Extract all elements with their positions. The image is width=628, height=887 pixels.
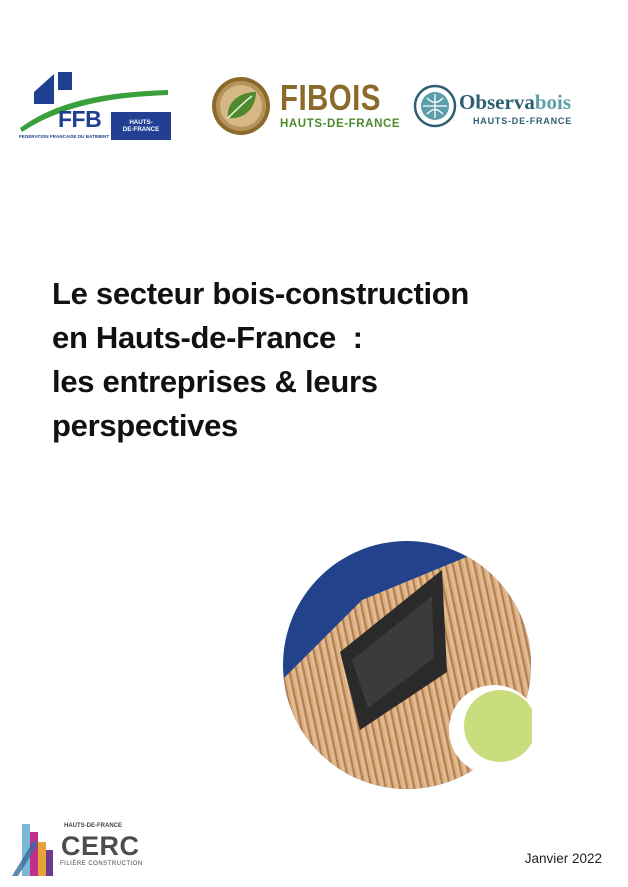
leaf-icon xyxy=(210,76,272,136)
observabois-title-part2: bois xyxy=(534,90,572,114)
fibois-logo xyxy=(210,76,401,136)
title-line-4: perspectives xyxy=(52,408,238,443)
globe-icon xyxy=(413,84,457,128)
fibois-subtitle: HAUTS-DE-FRANCE xyxy=(280,118,401,130)
title-line-2: en Hauts-de-France : xyxy=(52,320,363,355)
cerc-bottom-text: FILIÈRE CONSTRUCTION xyxy=(60,861,143,867)
observabois-title-part1: Observa xyxy=(459,90,535,114)
fibois-title: FIBOIS xyxy=(280,77,381,118)
observabois-logo xyxy=(413,84,595,134)
ffb-subtitle: FEDERATION FRANCAISE DU BATIMENT xyxy=(19,134,110,139)
title-line-1: Le secteur bois-construction xyxy=(52,276,470,311)
ffb-logo xyxy=(18,70,174,144)
ffb-box-line2: DE-FRANCE xyxy=(122,126,160,133)
ffb-letters: FFB xyxy=(58,106,102,132)
publication-date: Janvier 2022 xyxy=(524,851,602,866)
cerc-name: CERC xyxy=(61,831,140,861)
observabois-title xyxy=(459,90,571,115)
cerc-top-text: HAUTS-DE-FRANCE xyxy=(64,823,122,829)
title-line-3: les entreprises & leurs xyxy=(52,364,378,399)
ffb-box-line1: HAUTS- xyxy=(129,119,153,126)
ffb-region-box xyxy=(111,112,171,140)
wood-facade-photo xyxy=(282,540,532,790)
observabois-subtitle: HAUTS-DE-FRANCE xyxy=(473,116,572,126)
cerc-bars-icon xyxy=(8,820,58,878)
cerc-logo xyxy=(8,820,158,880)
document-title xyxy=(52,272,592,448)
